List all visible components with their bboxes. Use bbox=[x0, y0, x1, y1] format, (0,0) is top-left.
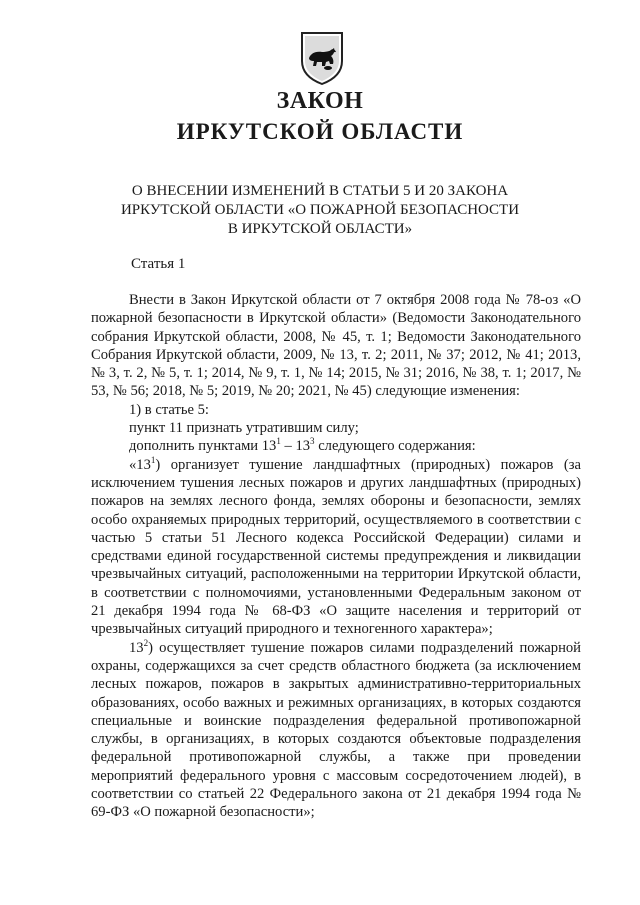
law-subject bbox=[80, 182, 560, 239]
article-intro-paragraph: Внести в Закон Иркутской области от 7 октября 2008 года № 78-оз «О пожарной безопасности в Иркутской области» (Ведомости Законодательного собрания Иркутской области, 2008, № 45, т. 1; Ведомости Законодательного Собрания Иркутской области, 2009, № 13, т. 2; 2011, № 37; 2012, № 41; 2013, № 3, т. 2, № 5, т. 1; 2014, № 9, т. 1, № 14; 2015, № 31; 2016, № 38, т. 1; 2017, № 53, № 56; 2018, № 5; 2019, № 20; 2021, № 45) следующие изменения: bbox=[91, 292, 581, 400]
article-body bbox=[91, 291, 581, 822]
item-1-subpoint-a: пункт 11 признать утратившим силу; bbox=[129, 420, 359, 437]
subpoint-b-sup-1: 1 bbox=[276, 436, 281, 447]
subpoint-b-dash: – 13 bbox=[280, 438, 311, 455]
subpoint-b-suffix: следующего содержания: bbox=[314, 438, 476, 455]
paragraph-13-2-sup: 2 bbox=[143, 637, 149, 648]
subject-line-3: В ИРКУТСКОЙ ОБЛАСТИ» bbox=[227, 221, 413, 237]
subpoint-b-sup-2: 3 bbox=[310, 436, 315, 447]
paragraph-13-1-number: «13 bbox=[129, 456, 151, 473]
article-heading: Статья 1 bbox=[131, 256, 186, 272]
subpoint-b-prefix: дополнить пунктами 13 bbox=[129, 438, 277, 455]
law-region-title: ИРКУТСКОЙ ОБЛАСТИ bbox=[176, 119, 464, 144]
paragraph-13-1-sup: 1 bbox=[150, 454, 156, 465]
item-1-subpoint-b bbox=[91, 437, 581, 455]
coat-of-arms-emblem bbox=[300, 31, 344, 85]
paragraph-13-2-text: ) осуществляет тушение пожаров силами подразделений пожарной охраны, содержащихся за счет средств областного бюджета (за исключением лесных пожаров, пожаров в закрытых административно-территориальных образованиях, особо важных и режимных организациях, в которых создаются специальные и воинские подразделения федеральной противопожарной службы, в организациях, в которых создаются объектовые подразделения федеральной противопожарной службы, а также при проведении мероприятий федерального уровня с массовым сосредоточением людей), в соответствии со статьей 22 Федерального закона от 21 декабря 1994 года № 69-ФЗ «О пожарной безопасности»; bbox=[91, 639, 581, 821]
paragraph-13-2-number: 13 bbox=[129, 639, 144, 656]
subject-line-2: ИРКУТСКОЙ ОБЛАСТИ «О ПОЖАРНОЙ БЕЗОПАСНОСТИ bbox=[120, 202, 520, 218]
subject-line-1: О ВНЕСЕНИИ ИЗМЕНЕНИЙ В СТАТЬИ 5 И 20 ЗАКОНА bbox=[131, 183, 509, 199]
paragraph-13-1 bbox=[91, 456, 581, 639]
paragraph-13-2 bbox=[91, 639, 581, 822]
item-1: 1) в статье 5: bbox=[129, 401, 209, 418]
law-title: ЗАКОН bbox=[276, 88, 364, 114]
paragraph-13-1-text: ) организует тушение ландшафтных (природных) пожаров (за исключением тушения лесных пожаров и других ландшафтных (природных) пожаров на землях лесного фонда, землях обороны и безопасности, землях особо охраняемых природных территорий, осуществляемого в соответствии с частью 5 статьи 51 Лесного кодекса Российской Федерации) силами и средствами единой государственной системы предупреждения и ликвидации чрезвычайных ситуаций, расположенными на территории Иркутской области, в соответствии с полномочиями, установленными Федеральным законом от 21 декабря 1994 года № 68-ФЗ «О защите населения и территорий от чрезвычайных ситуаций природного и техногенного характера»; bbox=[91, 456, 581, 638]
